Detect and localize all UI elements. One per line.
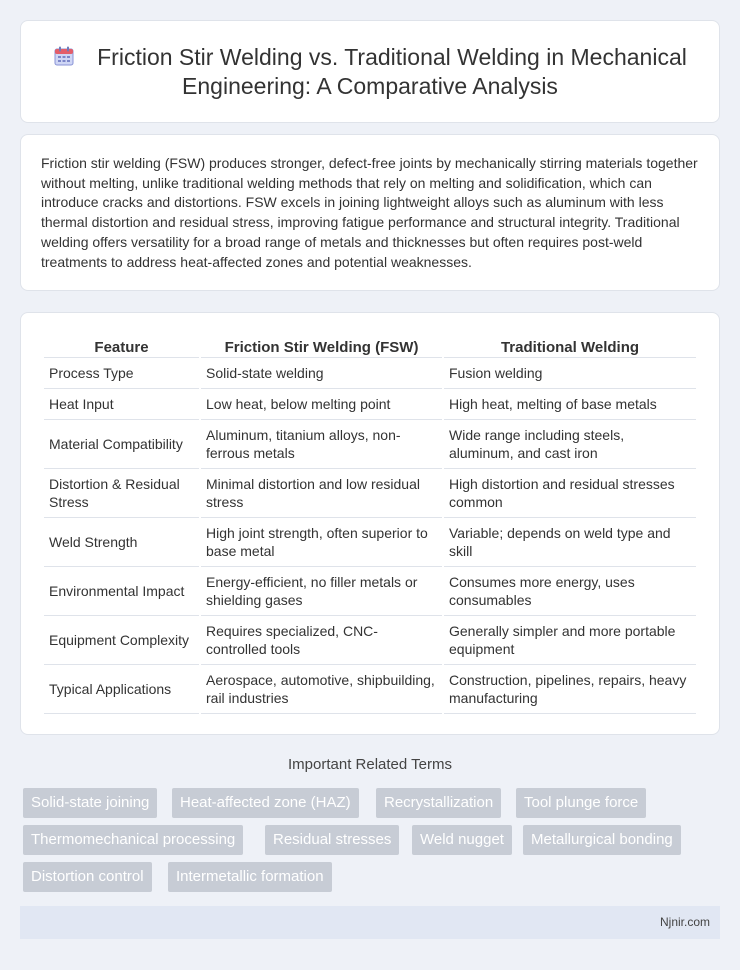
table-row [44,567,696,616]
table-cell: High heat, melting of base metals [444,389,696,420]
table-cell: Environmental Impact [44,567,199,616]
table-cell: High distortion and residual stresses common [444,469,696,518]
title-card [20,20,720,123]
footer-site[interactable]: Njnir.com [659,915,710,929]
tag-solid-state-joining[interactable]: Solid-state joining [23,788,157,818]
tag-thermomechanical-processing[interactable]: Thermomechanical processing [23,825,243,855]
footer [20,906,720,939]
header-traditional: Traditional Welding [444,333,696,358]
table-cell: Construction, pipelines, repairs, heavy manufacturing [444,665,696,714]
table-row [44,389,696,420]
table-cell: Wide range including steels, aluminum, and cast iron [444,420,696,469]
table-cell: Typical Applications [44,665,199,714]
related-terms-title: Important Related Terms [288,756,452,773]
table-cell: Consumes more energy, uses consumables [444,567,696,616]
table-header-row [44,333,696,358]
tag-residual-stresses[interactable]: Residual stresses [265,825,399,855]
table-cell: Fusion welding [444,358,696,389]
comparison-table-card [20,312,720,735]
tag-heat-affected-zone[interactable]: Heat-affected zone (HAZ) [172,788,359,818]
table-cell: Weld Strength [44,518,199,567]
table-row [44,616,696,665]
tag-tool-plunge-force[interactable]: Tool plunge force [516,788,646,818]
table-cell: Solid-state welding [201,358,442,389]
table-row [44,665,696,714]
header-feature: Feature [44,333,199,358]
table-cell: Minimal distortion and low residual stress [201,469,442,518]
table-cell: Requires specialized, CNC-controlled tools [201,616,442,665]
table-cell: High joint strength, often superior to base metal [201,518,442,567]
comparison-table [42,333,698,714]
tag-intermetallic-formation[interactable]: Intermetallic formation [168,862,332,892]
intro-card [20,134,720,291]
table-cell: Energy-efficient, no filler metals or shielding gases [201,567,442,616]
table-cell: Distortion & Residual Stress [44,469,199,518]
table-row [44,358,696,389]
tag-weld-nugget[interactable]: Weld nugget [412,825,512,855]
tag-distortion-control[interactable]: Distortion control [23,862,152,892]
table-cell: Aluminum, titanium alloys, non-ferrous metals [201,420,442,469]
table-cell: Process Type [44,358,199,389]
page-title-text: Friction Stir Welding vs. Traditional Welding in Mechanical Engineering: A Comparative Analysis [97,44,687,99]
table-cell: Material Compatibility [44,420,199,469]
calendar-icon [53,45,75,67]
intro-paragraph: Friction stir welding (FSW) produces stronger, defect-free joints by mechanically stirring materials together without melting, unlike traditional welding methods that rely on melting and solidification, which can introduce cracks and distortions. FSW excels in joining lightweight alloys such as aluminum with less thermal distortion and residual stress, improving fatigue performance and structural integrity. Traditional welding offers versatility for a broad range of metals and thicknesses but often requires post-weld treatments to address heat-affected zones and potential weaknesses. [41,155,698,270]
tag-metallurgical-bonding[interactable]: Metallurgical bonding [523,825,681,855]
tag-recrystallization[interactable]: Recrystallization [376,788,501,818]
table-row [44,420,696,469]
table-cell: Low heat, below melting point [201,389,442,420]
page-title [51,43,689,101]
table-cell: Variable; depends on weld type and skill [444,518,696,567]
table-cell: Generally simpler and more portable equipment [444,616,696,665]
table-row [44,518,696,567]
table-cell: Equipment Complexity [44,616,199,665]
table-cell: Aerospace, automotive, shipbuilding, rail industries [201,665,442,714]
table-cell: Heat Input [44,389,199,420]
header-fsw: Friction Stir Welding (FSW) [201,333,442,358]
table-row [44,469,696,518]
